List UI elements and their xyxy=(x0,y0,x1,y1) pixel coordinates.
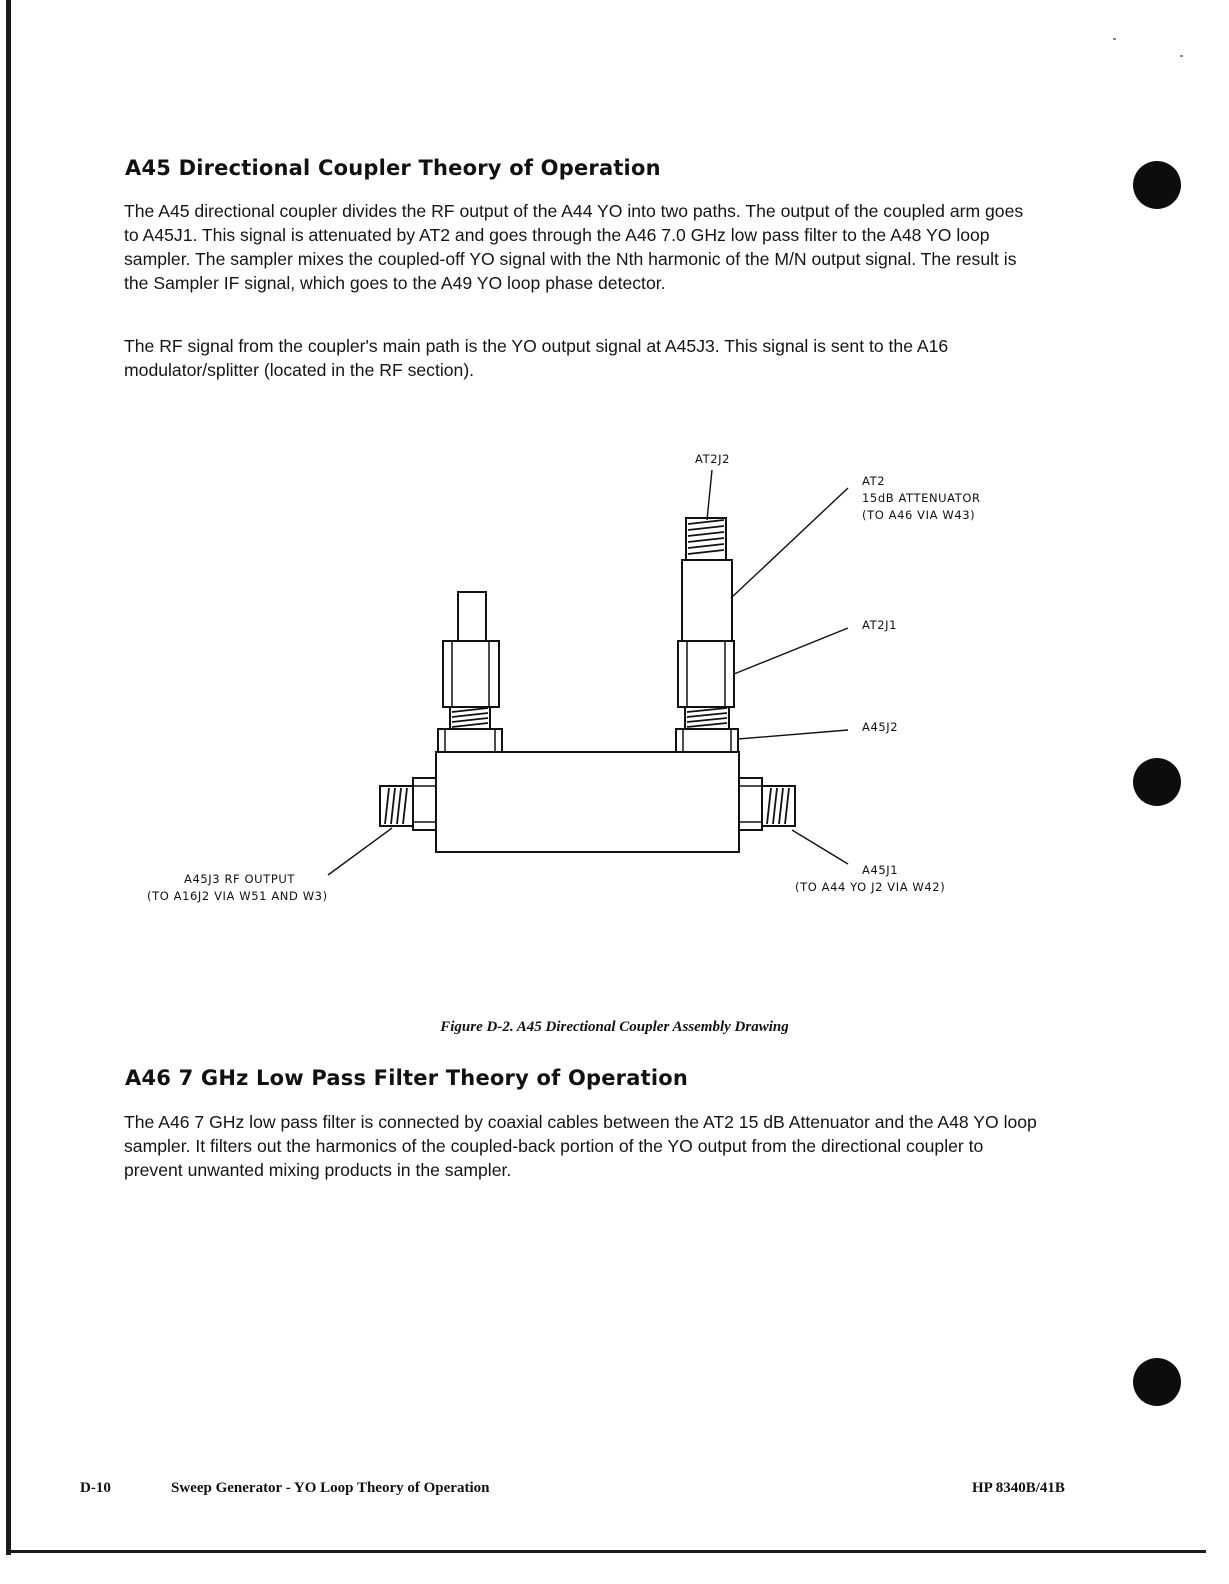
binder-hole-bottom xyxy=(1133,1358,1181,1406)
label-a45j1-line2: (TO A44 YO J2 VIA W42) xyxy=(795,880,946,894)
a46-paragraph-1: The A46 7 GHz low pass filter is connected by coaxial cables between the AT2 15 dB Attenuator and the A48 YO loop sampler. It filters out the harmonics of the coupled-back portion of the YO output from the directional coupler to prevent unwanted mixing products in the sampler. xyxy=(124,1112,1037,1180)
footer-model-number: HP 8340B/41B xyxy=(972,1480,1065,1496)
scan-speck xyxy=(1113,38,1116,40)
page-bottom-rule xyxy=(6,1550,1206,1553)
footer-page-number: D-10 xyxy=(80,1480,111,1496)
binder-hole-top xyxy=(1133,161,1181,209)
footer-chapter-title: Sweep Generator - YO Loop Theory of Operation xyxy=(171,1480,490,1496)
left-top-nut xyxy=(438,729,502,752)
at2-attenuator-body xyxy=(682,560,732,641)
label-a45j1-line1: A45J1 xyxy=(862,863,899,877)
coupler-body xyxy=(436,752,739,852)
left-top-pin xyxy=(458,592,486,641)
label-a45j3-line1: A45J3 RF OUTPUT xyxy=(184,872,295,886)
a45j2-nut xyxy=(676,729,738,752)
section-title-a46: A46 7 GHz Low Pass Filter Theory of Operation xyxy=(125,1066,689,1090)
label-a45j3-line2: (TO A16J2 VIA W51 AND W3) xyxy=(147,889,328,903)
label-at2-line3: (TO A46 VIA W43) xyxy=(862,508,976,522)
coupler-drawing-svg xyxy=(0,440,1229,920)
label-at2j2: AT2J2 xyxy=(695,452,731,466)
label-at2-line1: AT2 xyxy=(862,474,886,488)
label-at2j1: AT2J1 xyxy=(862,618,898,632)
label-a45j2: A45J2 xyxy=(862,720,899,734)
figure-caption: Figure D-2. A45 Directional Coupler Assembly Drawing xyxy=(440,1019,789,1035)
label-at2-line2: 15dB ATTENUATOR xyxy=(862,491,981,505)
scan-speck xyxy=(1180,55,1183,57)
a45-paragraph-1: The A45 directional coupler divides the RF output of the A44 YO into two paths. The output of the coupled arm goes to A45J1. This signal is attenuated by AT2 and goes through the A46 7.0 GHz low pass filter to the A48 YO loop sampler. The sampler mixes the coupled-off YO signal with the Nth harmonic of the M/N output signal. The result is the Sampler IF signal, which goes to the A49 YO loop phase detector. xyxy=(124,201,1024,293)
coupler-assembly-drawing xyxy=(0,440,1229,920)
section-title-a45: A45 Directional Coupler Theory of Operation xyxy=(125,156,661,180)
a45-paragraph-2: The RF signal from the coupler's main path is the YO output signal at A45J3. This signal is sent to the A16 modulator/splitter (located in the RF section). xyxy=(124,336,949,380)
